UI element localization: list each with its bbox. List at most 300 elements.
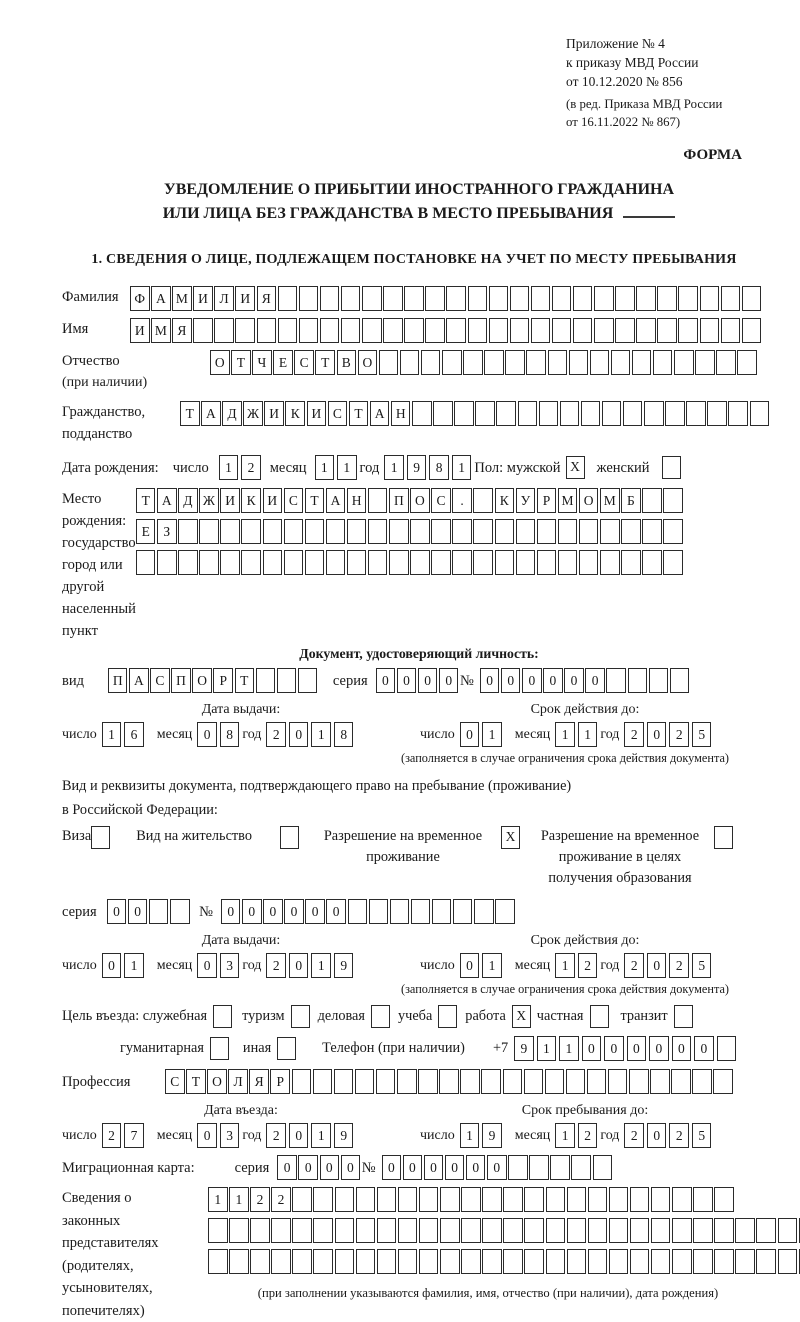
char-box[interactable]: И xyxy=(220,488,240,513)
char-box[interactable] xyxy=(609,1187,629,1212)
char-box[interactable] xyxy=(404,286,424,311)
char-box[interactable] xyxy=(474,899,494,924)
char-box[interactable]: 0 xyxy=(460,722,480,747)
char-box[interactable] xyxy=(737,350,757,375)
char-box[interactable]: 2 xyxy=(266,1123,286,1148)
char-box[interactable] xyxy=(495,550,515,575)
char-box[interactable] xyxy=(397,1069,417,1094)
char-box[interactable] xyxy=(609,1218,629,1243)
char-box[interactable] xyxy=(362,318,382,343)
purpose-turizm-checkbox[interactable] xyxy=(291,1005,310,1028)
char-box[interactable] xyxy=(756,1218,776,1243)
char-box[interactable] xyxy=(642,488,662,513)
char-box[interactable]: 5 xyxy=(692,1123,712,1148)
char-box[interactable] xyxy=(606,668,626,693)
char-box[interactable]: 1 xyxy=(555,1123,575,1148)
char-box[interactable] xyxy=(433,401,453,426)
char-box[interactable] xyxy=(348,899,368,924)
char-box[interactable]: 0 xyxy=(480,668,500,693)
char-box[interactable] xyxy=(256,668,276,693)
char-box[interactable] xyxy=(376,1069,396,1094)
purpose-tranzit-checkbox[interactable] xyxy=(674,1005,693,1028)
char-box[interactable]: 5 xyxy=(692,953,712,978)
char-box[interactable] xyxy=(446,286,466,311)
char-box[interactable]: 0 xyxy=(627,1036,647,1061)
char-box[interactable]: 5 xyxy=(692,722,712,747)
char-box[interactable] xyxy=(235,318,255,343)
char-box[interactable] xyxy=(431,550,451,575)
char-box[interactable] xyxy=(136,550,156,575)
char-box[interactable]: 0 xyxy=(289,722,309,747)
char-box[interactable] xyxy=(714,1187,734,1212)
char-box[interactable] xyxy=(398,1187,418,1212)
char-box[interactable]: А xyxy=(201,401,221,426)
char-box[interactable] xyxy=(440,1187,460,1212)
char-box[interactable]: 0 xyxy=(647,1123,667,1148)
char-box[interactable] xyxy=(277,668,297,693)
char-box[interactable] xyxy=(651,1249,671,1274)
char-box[interactable] xyxy=(313,1069,333,1094)
char-box[interactable] xyxy=(571,1155,591,1180)
char-box[interactable] xyxy=(516,519,536,544)
char-box[interactable] xyxy=(278,286,298,311)
char-box[interactable]: 0 xyxy=(341,1155,361,1180)
birthplace-line2[interactable] xyxy=(136,519,684,544)
permit-issue-day[interactable] xyxy=(102,953,147,978)
purpose-delovaya-checkbox[interactable] xyxy=(371,1005,390,1028)
char-box[interactable] xyxy=(716,350,736,375)
char-box[interactable]: 1 xyxy=(311,953,331,978)
char-box[interactable] xyxy=(229,1249,249,1274)
char-box[interactable]: 2 xyxy=(669,1123,689,1148)
char-box[interactable]: 2 xyxy=(266,722,286,747)
char-box[interactable]: 0 xyxy=(326,899,346,924)
char-box[interactable] xyxy=(611,350,631,375)
char-box[interactable]: 1 xyxy=(460,1123,480,1148)
char-box[interactable] xyxy=(508,1155,528,1180)
char-box[interactable] xyxy=(368,519,388,544)
char-box[interactable]: Л xyxy=(228,1069,248,1094)
char-box[interactable] xyxy=(389,519,409,544)
char-box[interactable] xyxy=(335,1249,355,1274)
char-box[interactable] xyxy=(642,519,662,544)
char-box[interactable]: 0 xyxy=(242,899,262,924)
char-box[interactable]: Б xyxy=(621,488,641,513)
char-box[interactable]: . xyxy=(452,488,472,513)
char-box[interactable]: 2 xyxy=(624,953,644,978)
char-box[interactable] xyxy=(579,550,599,575)
char-box[interactable]: 1 xyxy=(384,455,404,480)
char-box[interactable] xyxy=(208,1249,228,1274)
birthplace-line3[interactable] xyxy=(136,550,684,575)
char-box[interactable]: С xyxy=(150,668,170,693)
char-box[interactable] xyxy=(567,1218,587,1243)
char-box[interactable]: Ж xyxy=(243,401,263,426)
char-box[interactable]: 0 xyxy=(543,668,563,693)
char-box[interactable] xyxy=(548,350,568,375)
char-box[interactable]: М xyxy=(172,286,192,311)
char-box[interactable]: Т xyxy=(349,401,369,426)
char-box[interactable] xyxy=(644,401,664,426)
char-box[interactable]: 0 xyxy=(460,953,480,978)
char-box[interactable] xyxy=(505,350,525,375)
char-box[interactable]: О xyxy=(210,350,230,375)
char-box[interactable] xyxy=(170,899,190,924)
char-box[interactable] xyxy=(546,1187,566,1212)
char-box[interactable] xyxy=(588,1249,608,1274)
char-box[interactable] xyxy=(588,1218,608,1243)
char-box[interactable] xyxy=(482,1249,502,1274)
char-box[interactable]: 2 xyxy=(624,1123,644,1148)
char-box[interactable] xyxy=(670,668,690,693)
char-box[interactable]: 0 xyxy=(672,1036,692,1061)
char-box[interactable] xyxy=(398,1249,418,1274)
char-box[interactable] xyxy=(418,1069,438,1094)
char-box[interactable]: К xyxy=(495,488,515,513)
char-box[interactable] xyxy=(693,1218,713,1243)
char-box[interactable] xyxy=(377,1187,397,1212)
char-box[interactable] xyxy=(657,286,677,311)
char-box[interactable] xyxy=(700,286,720,311)
citizenship-boxes[interactable] xyxy=(180,401,771,426)
char-box[interactable]: 3 xyxy=(220,953,240,978)
char-box[interactable] xyxy=(453,899,473,924)
char-box[interactable]: А xyxy=(157,488,177,513)
char-box[interactable] xyxy=(552,318,572,343)
char-box[interactable] xyxy=(503,1249,523,1274)
char-box[interactable]: 8 xyxy=(220,722,240,747)
char-box[interactable] xyxy=(299,318,319,343)
char-box[interactable] xyxy=(524,1187,544,1212)
char-box[interactable] xyxy=(550,1155,570,1180)
char-box[interactable] xyxy=(587,1069,607,1094)
char-box[interactable] xyxy=(292,1249,312,1274)
char-box[interactable]: 1 xyxy=(311,722,331,747)
char-box[interactable]: 1 xyxy=(208,1187,228,1212)
char-box[interactable] xyxy=(496,401,516,426)
char-box[interactable] xyxy=(489,286,509,311)
char-box[interactable]: 0 xyxy=(320,1155,340,1180)
char-box[interactable]: З xyxy=(157,519,177,544)
char-box[interactable]: Я xyxy=(249,1069,269,1094)
permit-number-boxes[interactable] xyxy=(221,899,516,924)
char-box[interactable] xyxy=(600,550,620,575)
char-box[interactable]: Р xyxy=(537,488,557,513)
char-box[interactable] xyxy=(665,401,685,426)
char-box[interactable]: А xyxy=(129,668,149,693)
char-box[interactable] xyxy=(566,1069,586,1094)
char-box[interactable] xyxy=(674,350,694,375)
birth-month-boxes[interactable] xyxy=(315,455,360,480)
char-box[interactable] xyxy=(560,401,580,426)
char-box[interactable] xyxy=(355,1069,375,1094)
char-box[interactable] xyxy=(608,1069,628,1094)
char-box[interactable] xyxy=(446,318,466,343)
char-box[interactable] xyxy=(383,286,403,311)
birth-day-boxes[interactable] xyxy=(219,455,264,480)
iddoc-seriya-boxes[interactable] xyxy=(376,668,460,693)
char-box[interactable] xyxy=(672,1187,692,1212)
char-box[interactable]: С xyxy=(328,401,348,426)
char-box[interactable]: Р xyxy=(213,668,233,693)
char-box[interactable] xyxy=(473,519,493,544)
char-box[interactable]: 0 xyxy=(647,953,667,978)
purpose-gumanitarnaya-checkbox[interactable] xyxy=(210,1037,229,1060)
char-box[interactable] xyxy=(356,1187,376,1212)
char-box[interactable] xyxy=(390,899,410,924)
char-box[interactable]: 2 xyxy=(669,953,689,978)
char-box[interactable] xyxy=(432,899,452,924)
char-box[interactable]: 9 xyxy=(482,1123,502,1148)
char-box[interactable]: А xyxy=(151,286,171,311)
char-box[interactable] xyxy=(531,318,551,343)
char-box[interactable]: 1 xyxy=(482,722,502,747)
char-box[interactable]: 1 xyxy=(452,455,472,480)
char-box[interactable]: Ж xyxy=(199,488,219,513)
char-box[interactable] xyxy=(657,318,677,343)
char-box[interactable] xyxy=(473,488,493,513)
char-box[interactable]: В xyxy=(337,350,357,375)
purpose-sluzhebnaya-checkbox[interactable] xyxy=(213,1005,232,1028)
char-box[interactable] xyxy=(263,519,283,544)
char-box[interactable]: 1 xyxy=(482,953,502,978)
char-box[interactable]: 0 xyxy=(649,1036,669,1061)
char-box[interactable] xyxy=(721,318,741,343)
char-box[interactable] xyxy=(600,519,620,544)
char-box[interactable] xyxy=(284,550,304,575)
birth-year-boxes[interactable] xyxy=(384,455,474,480)
char-box[interactable] xyxy=(334,1069,354,1094)
char-box[interactable] xyxy=(692,1069,712,1094)
char-box[interactable] xyxy=(292,1187,312,1212)
char-box[interactable]: И xyxy=(263,488,283,513)
char-box[interactable]: М xyxy=(558,488,578,513)
iddoc-issue-day[interactable] xyxy=(102,722,147,747)
char-box[interactable] xyxy=(199,519,219,544)
char-box[interactable]: 2 xyxy=(669,722,689,747)
char-box[interactable] xyxy=(531,286,551,311)
char-box[interactable] xyxy=(410,519,430,544)
char-box[interactable]: 0 xyxy=(604,1036,624,1061)
char-box[interactable]: 2 xyxy=(578,953,598,978)
char-box[interactable]: Н xyxy=(347,488,367,513)
sex-female-checkbox[interactable] xyxy=(662,456,681,479)
char-box[interactable] xyxy=(278,318,298,343)
char-box[interactable] xyxy=(410,550,430,575)
char-box[interactable] xyxy=(461,1187,481,1212)
char-box[interactable]: 7 xyxy=(124,1123,144,1148)
char-box[interactable] xyxy=(778,1249,798,1274)
char-box[interactable] xyxy=(454,401,474,426)
char-box[interactable] xyxy=(546,1249,566,1274)
char-box[interactable]: 1 xyxy=(311,1123,331,1148)
char-box[interactable]: Е xyxy=(273,350,293,375)
char-box[interactable]: 1 xyxy=(229,1187,249,1212)
char-box[interactable] xyxy=(369,899,389,924)
char-box[interactable] xyxy=(707,401,727,426)
char-box[interactable]: 0 xyxy=(522,668,542,693)
purpose-chastnaya-checkbox[interactable] xyxy=(590,1005,609,1028)
char-box[interactable]: 0 xyxy=(298,1155,318,1180)
char-box[interactable]: 2 xyxy=(271,1187,291,1212)
char-box[interactable] xyxy=(567,1249,587,1274)
char-box[interactable] xyxy=(632,350,652,375)
permit-issue-year[interactable] xyxy=(266,953,356,978)
temp-residence-checkbox[interactable]: X xyxy=(501,826,520,849)
patronymic-boxes[interactable] xyxy=(210,350,758,375)
char-box[interactable] xyxy=(510,286,530,311)
char-box[interactable]: Н xyxy=(391,401,411,426)
char-box[interactable] xyxy=(510,318,530,343)
char-box[interactable] xyxy=(594,286,614,311)
phone-boxes[interactable] xyxy=(514,1036,739,1061)
char-box[interactable] xyxy=(728,401,748,426)
char-box[interactable] xyxy=(593,1155,613,1180)
entry-month[interactable] xyxy=(197,1123,242,1148)
iddoc-issue-year[interactable] xyxy=(266,722,356,747)
char-box[interactable] xyxy=(305,550,325,575)
char-box[interactable]: 0 xyxy=(305,899,325,924)
char-box[interactable] xyxy=(594,318,614,343)
char-box[interactable] xyxy=(178,550,198,575)
char-box[interactable] xyxy=(573,318,593,343)
char-box[interactable]: 1 xyxy=(124,953,144,978)
char-box[interactable] xyxy=(178,519,198,544)
char-box[interactable]: С xyxy=(294,350,314,375)
char-box[interactable] xyxy=(537,519,557,544)
char-box[interactable] xyxy=(552,286,572,311)
char-box[interactable] xyxy=(693,1249,713,1274)
char-box[interactable] xyxy=(489,318,509,343)
firstname-boxes[interactable] xyxy=(130,318,763,343)
char-box[interactable] xyxy=(442,350,462,375)
char-box[interactable] xyxy=(229,1218,249,1243)
iddoc-expiry-year[interactable] xyxy=(624,722,714,747)
entry-day[interactable] xyxy=(102,1123,147,1148)
char-box[interactable] xyxy=(653,350,673,375)
char-box[interactable]: 8 xyxy=(429,455,449,480)
char-box[interactable]: Д xyxy=(178,488,198,513)
char-box[interactable] xyxy=(518,401,538,426)
char-box[interactable] xyxy=(721,286,741,311)
permit-expiry-year[interactable] xyxy=(624,953,714,978)
char-box[interactable] xyxy=(516,550,536,575)
char-box[interactable] xyxy=(558,550,578,575)
char-box[interactable]: 2 xyxy=(250,1187,270,1212)
char-box[interactable] xyxy=(468,286,488,311)
char-box[interactable]: А xyxy=(326,488,346,513)
legal-reps-line2[interactable] xyxy=(208,1218,800,1243)
char-box[interactable] xyxy=(524,1218,544,1243)
char-box[interactable]: Е xyxy=(136,519,156,544)
char-box[interactable] xyxy=(537,550,557,575)
char-box[interactable] xyxy=(573,286,593,311)
char-box[interactable] xyxy=(214,318,234,343)
char-box[interactable] xyxy=(421,350,441,375)
char-box[interactable]: И xyxy=(193,286,213,311)
char-box[interactable] xyxy=(475,401,495,426)
char-box[interactable] xyxy=(503,1218,523,1243)
char-box[interactable] xyxy=(250,1218,270,1243)
char-box[interactable] xyxy=(529,1155,549,1180)
char-box[interactable] xyxy=(313,1218,333,1243)
char-box[interactable]: 8 xyxy=(334,722,354,747)
char-box[interactable] xyxy=(263,550,283,575)
char-box[interactable] xyxy=(495,899,515,924)
char-box[interactable] xyxy=(524,1249,544,1274)
char-box[interactable] xyxy=(588,1187,608,1212)
char-box[interactable] xyxy=(686,401,706,426)
char-box[interactable]: Д xyxy=(222,401,242,426)
char-box[interactable]: 0 xyxy=(582,1036,602,1061)
char-box[interactable] xyxy=(642,550,662,575)
char-box[interactable] xyxy=(579,519,599,544)
char-box[interactable] xyxy=(503,1187,523,1212)
char-box[interactable]: Т xyxy=(305,488,325,513)
char-box[interactable] xyxy=(440,1218,460,1243)
char-box[interactable]: 1 xyxy=(578,722,598,747)
char-box[interactable]: 2 xyxy=(624,722,644,747)
char-box[interactable] xyxy=(440,1249,460,1274)
char-box[interactable] xyxy=(419,1218,439,1243)
char-box[interactable]: 1 xyxy=(537,1036,557,1061)
char-box[interactable]: П xyxy=(108,668,128,693)
birthplace-line1[interactable] xyxy=(136,488,684,513)
char-box[interactable]: О xyxy=(358,350,378,375)
char-box[interactable] xyxy=(630,1218,650,1243)
char-box[interactable]: 0 xyxy=(397,668,417,693)
purpose-rabota-checkbox[interactable]: X xyxy=(512,1005,531,1028)
char-box[interactable] xyxy=(714,1249,734,1274)
char-box[interactable] xyxy=(714,1218,734,1243)
char-box[interactable]: 2 xyxy=(578,1123,598,1148)
char-box[interactable] xyxy=(292,1218,312,1243)
char-box[interactable] xyxy=(503,1069,523,1094)
char-box[interactable]: 9 xyxy=(407,455,427,480)
char-box[interactable]: 1 xyxy=(337,455,357,480)
char-box[interactable] xyxy=(389,550,409,575)
legal-reps-line3[interactable] xyxy=(208,1249,800,1274)
permit-expiry-month[interactable] xyxy=(555,953,600,978)
char-box[interactable]: 1 xyxy=(555,722,575,747)
char-box[interactable] xyxy=(419,1187,439,1212)
char-box[interactable] xyxy=(305,519,325,544)
char-box[interactable] xyxy=(341,318,361,343)
migration-seriya-boxes[interactable] xyxy=(277,1155,361,1180)
char-box[interactable] xyxy=(411,899,431,924)
char-box[interactable] xyxy=(404,318,424,343)
stay-day[interactable] xyxy=(460,1123,505,1148)
char-box[interactable]: И xyxy=(264,401,284,426)
char-box[interactable] xyxy=(481,1069,501,1094)
char-box[interactable] xyxy=(495,519,515,544)
char-box[interactable] xyxy=(735,1249,755,1274)
char-box[interactable] xyxy=(362,286,382,311)
char-box[interactable] xyxy=(250,1249,270,1274)
char-box[interactable] xyxy=(615,318,635,343)
char-box[interactable]: 3 xyxy=(220,1123,240,1148)
char-box[interactable]: Т xyxy=(231,350,251,375)
char-box[interactable] xyxy=(419,1249,439,1274)
entry-year[interactable] xyxy=(266,1123,356,1148)
char-box[interactable]: К xyxy=(241,488,261,513)
residence-permit-checkbox[interactable] xyxy=(280,826,299,849)
char-box[interactable]: 0 xyxy=(424,1155,444,1180)
char-box[interactable] xyxy=(524,1069,544,1094)
sex-male-checkbox[interactable]: X xyxy=(566,456,585,479)
char-box[interactable]: 0 xyxy=(445,1155,465,1180)
char-box[interactable]: 0 xyxy=(277,1155,297,1180)
